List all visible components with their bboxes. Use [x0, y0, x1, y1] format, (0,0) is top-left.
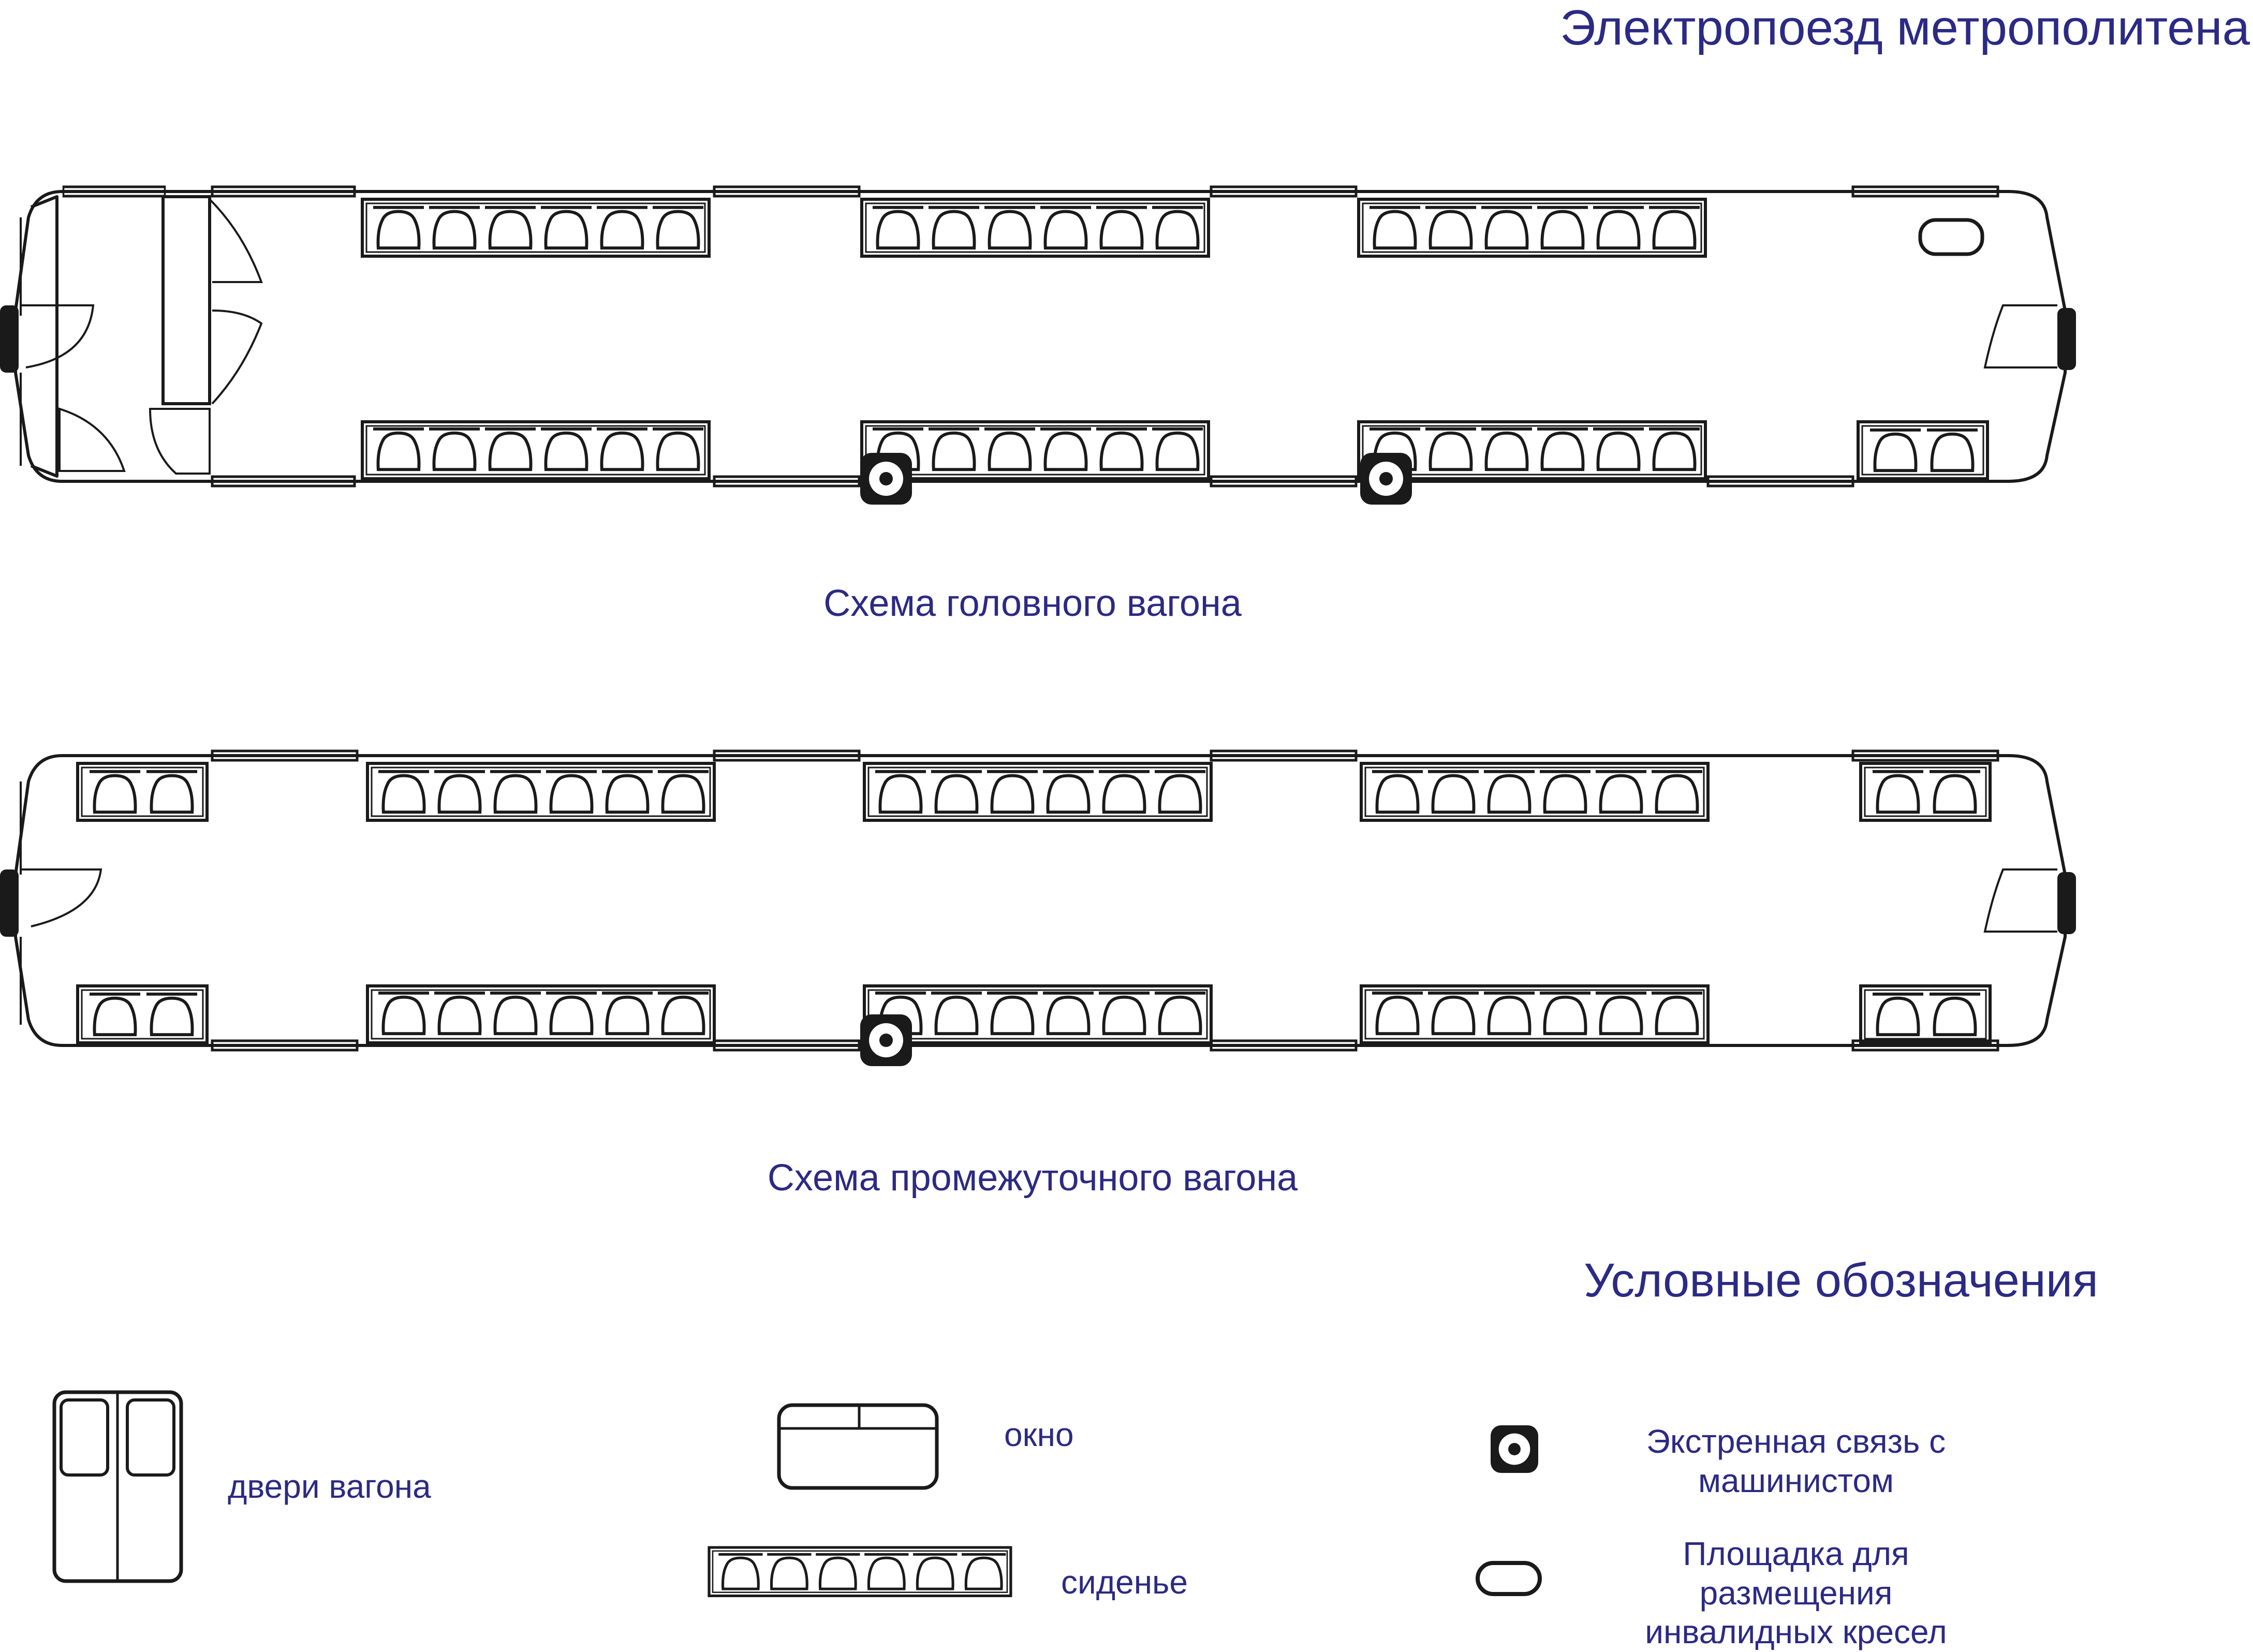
middle-car-caption: Схема промежуточного вагона	[767, 1157, 1298, 1199]
head-car-diagram	[0, 187, 2076, 505]
page-title: Электропоезд метрополитена	[1560, 0, 2250, 55]
legend-seat-label: сиденье	[1061, 1564, 1188, 1601]
middle-car-diagram	[0, 751, 2076, 1066]
legend-door-label: двери вагона	[228, 1468, 431, 1505]
legend-emergency-label: Экстренная связь с машинистом	[1646, 1423, 1946, 1499]
car-door-icon	[54, 1392, 181, 1581]
emergency-intercom-icon	[1491, 1425, 1538, 1473]
seat-block-icon	[709, 1547, 1011, 1596]
legend-window-label: окно	[1004, 1416, 1074, 1453]
legend-wheelchair-label: Площадка для размещения инвалидных кресел	[1645, 1535, 1947, 1651]
window-icon	[779, 1405, 937, 1488]
head-car-caption: Схема головного вагона	[823, 583, 1242, 624]
wheelchair-area-icon	[1478, 1563, 1540, 1594]
legend-title: Условные обозначения	[1584, 1254, 2098, 1307]
